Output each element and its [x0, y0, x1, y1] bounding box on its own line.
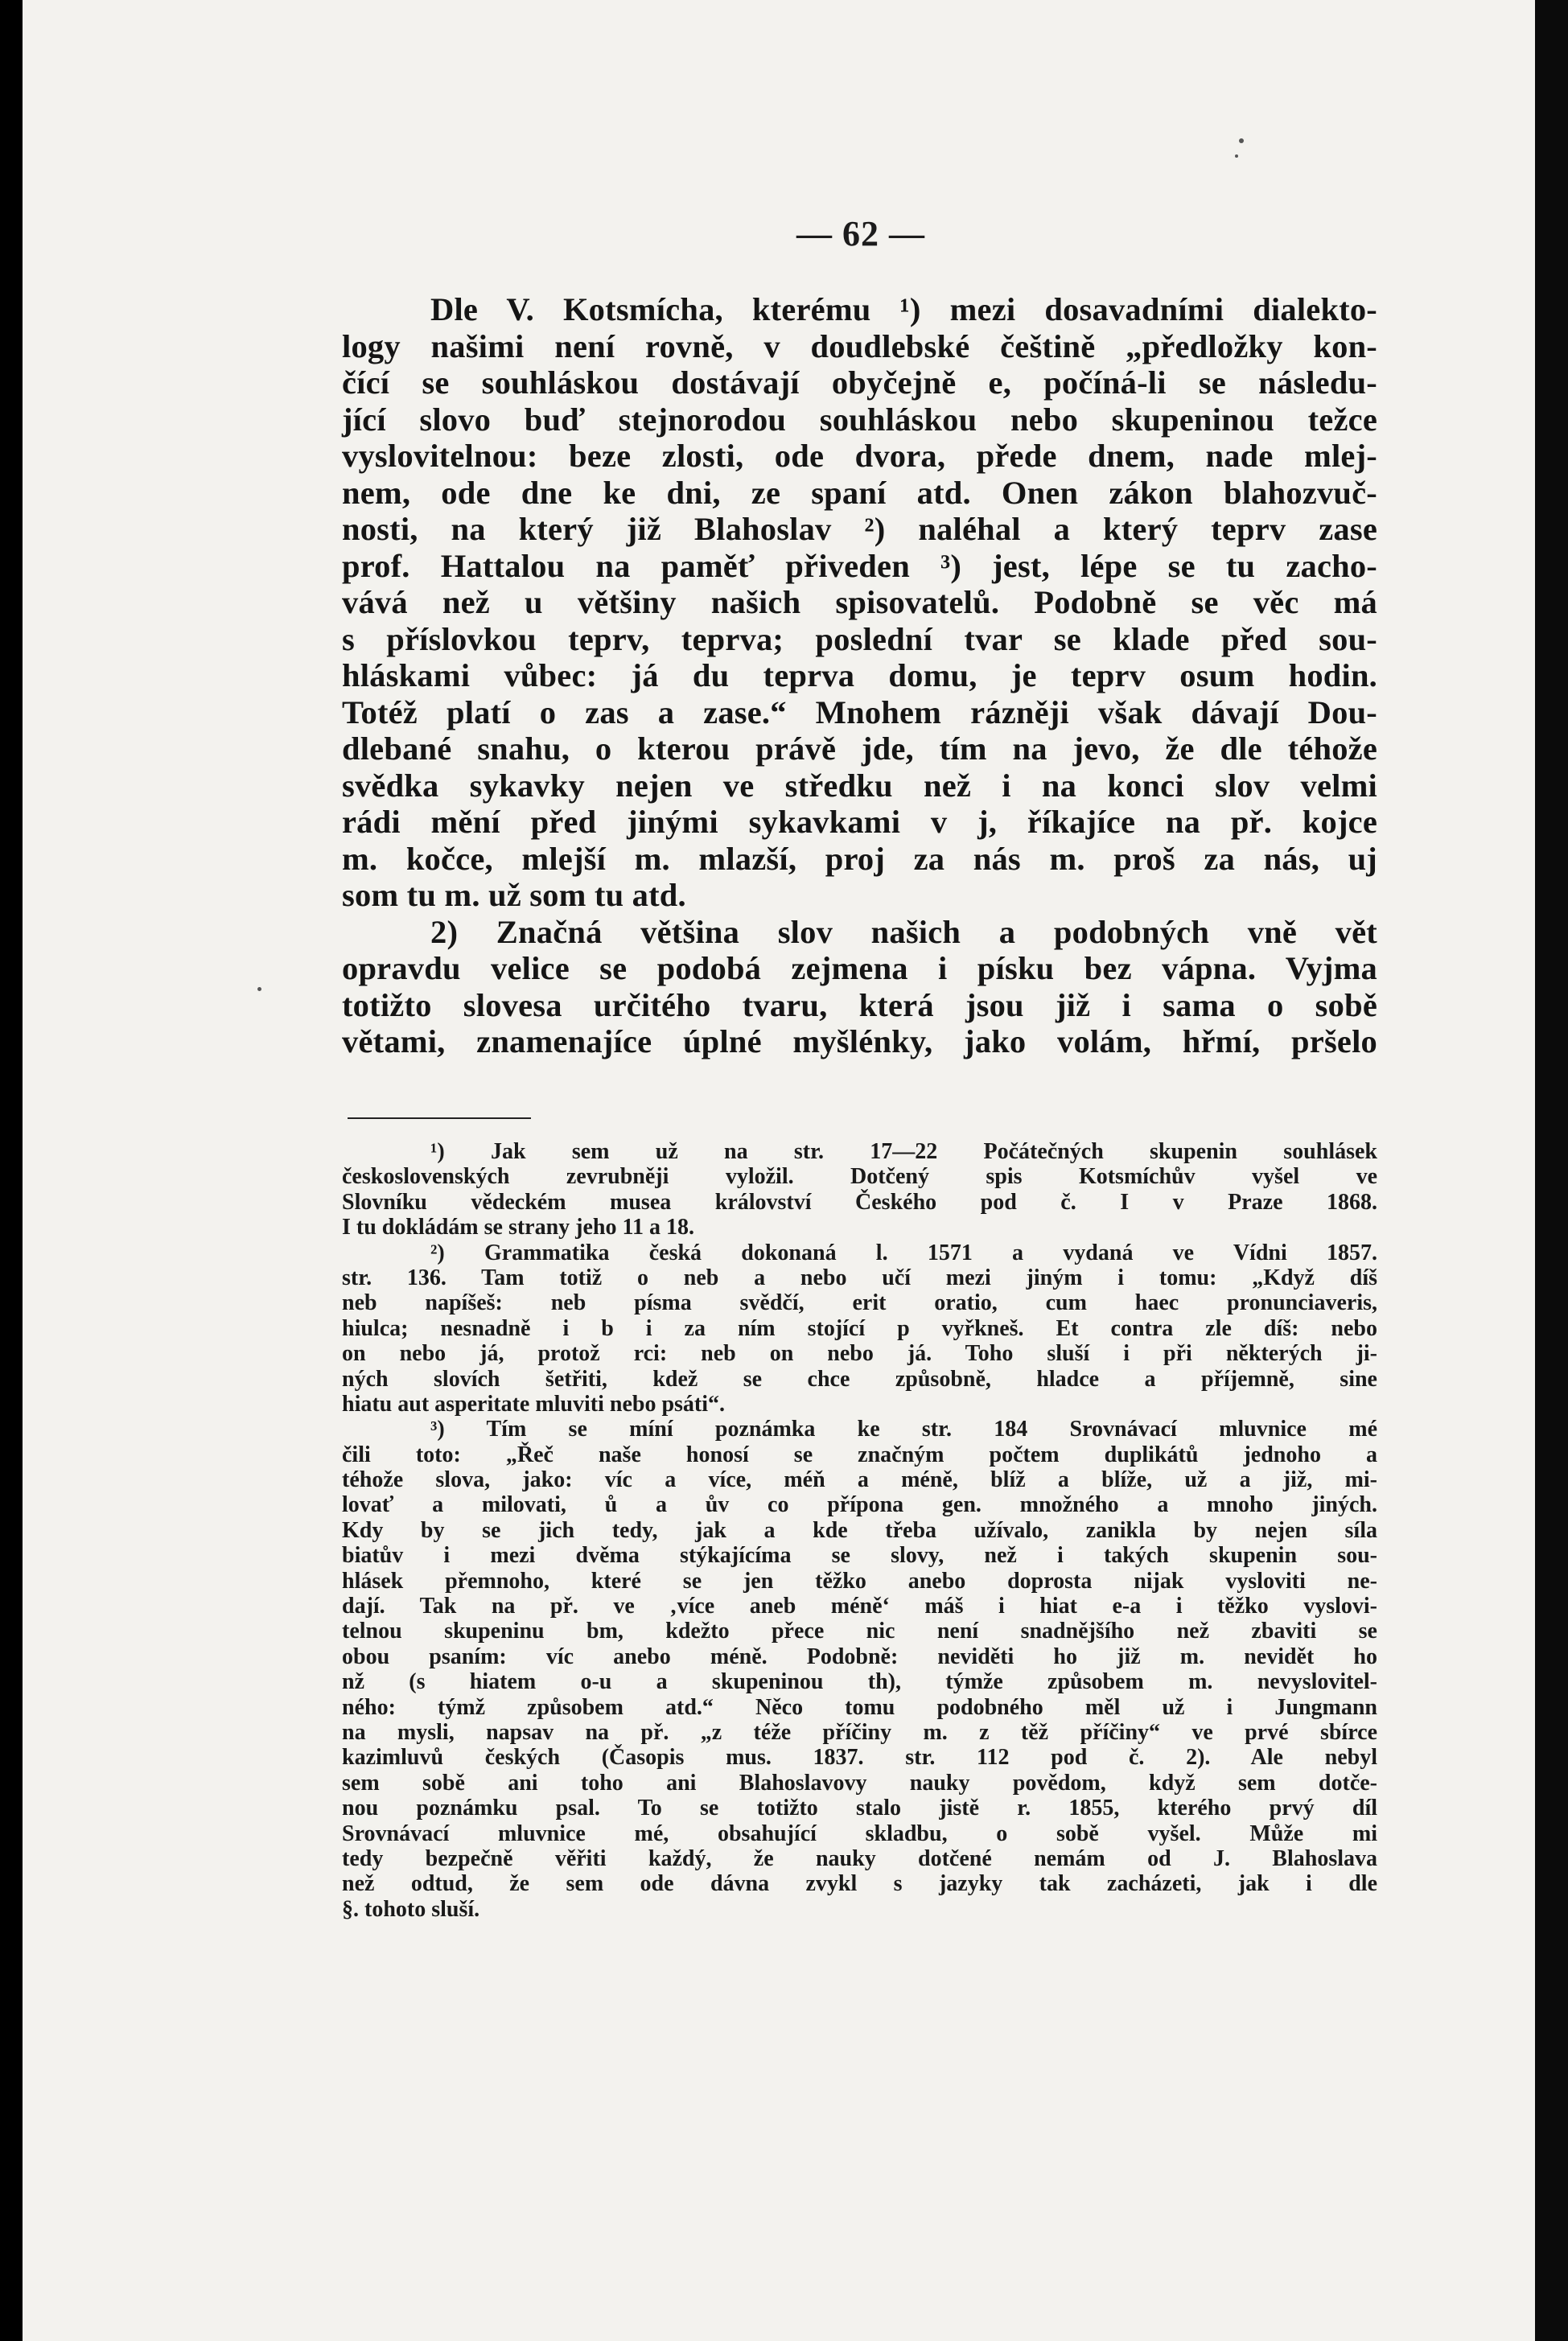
- body-line: Dle V. Kotsmícha, kterému ¹) mezi dosavadními dialekto-: [430, 291, 1377, 327]
- footnote-separator: [348, 1117, 531, 1119]
- footnote-line: Srovnávací mluvnice mé, obsahující skladbu, o sobě vyšel. Může mi: [342, 1821, 1377, 1846]
- footnote-line: obou psaním: víc anebo méně. Podobně: neviděti ho již m. nevidět ho: [342, 1644, 1377, 1669]
- footnote-line: on nebo já, protož rci: neb on nebo já. Toho sluší i při některých ji-: [342, 1341, 1377, 1367]
- body-line: dlebané snahu, o kterou právě jde, tím na jevo, že dle téhože: [342, 730, 1377, 767]
- body-line: nem, ode dne ke dni, ze spaní atd. Onen zákon blahozvuč-: [342, 474, 1377, 511]
- body-line: rádi mění před jinými sykavkami v j, říkajíce na př. kojce: [342, 804, 1377, 840]
- footnote-line: téhože slova, jako: víc a více, méň a méně, blíž a blíže, už a již, mi-: [342, 1467, 1377, 1493]
- footnote-line: Slovníku vědeckém musea království Českého pod č. I v Praze 1868.: [342, 1189, 1377, 1215]
- footnote-line: str. 136. Tam totiž o neb a nebo učí mezi jiným i tomu: „Když díš: [342, 1265, 1377, 1290]
- footnote-line: hiatu aut asperitate mluviti nebo psáti“.: [342, 1391, 726, 1417]
- body-line: totižto slovesa určitého tvaru, která jsou již i sama o sobě: [342, 986, 1377, 1023]
- footnote-line: ²) Grammatika česká dokonaná l. 1571 a vydaná ve Vídni 1857.: [430, 1240, 1377, 1265]
- scan-speck: [1239, 138, 1244, 143]
- body-line: větami, znamenajíce úplné myšlénky, jako volám, hřmí, pršelo: [342, 1023, 1377, 1059]
- footnote-line: na mysli, napsav na př. „z téže příčiny m. z těž příčiny“ ve prvé sbírce: [342, 1719, 1377, 1745]
- footnote-line: hiulca; nesnadně i b i za ním stojící p vyřkneš. Et contra zle díš: nebo: [342, 1315, 1377, 1341]
- scan-speck: [257, 987, 261, 991]
- body-line: vává než u většiny našich spisovatelů. Podobně se věc má: [342, 584, 1377, 620]
- body-line: som tu m. už som tu atd.: [342, 877, 686, 913]
- footnote-line: I tu dokládám se strany jeho 11 a 18.: [342, 1215, 694, 1240]
- footnote-line: než odtud, že sem ode dávna zvykl s jazyky tak zacházeti, jak i dle: [342, 1871, 1377, 1897]
- footnote-line: telnou skupeninu bm, kdežto přece nic není snadnějšího než zbaviti se: [342, 1619, 1377, 1644]
- footnote-line: sem sobě ani toho ani Blahoslavovy nauky povědom, když sem dotče-: [342, 1770, 1377, 1796]
- body-line: s příslovkou teprv, teprva; poslední tvar se klade před sou-: [342, 620, 1377, 657]
- scan-edge: [1535, 0, 1568, 2341]
- scan-speck: [1235, 154, 1238, 158]
- footnote-line: neb napíšeš: neb písma svědčí, erit oratio, cum haec pronunciaveris,: [342, 1290, 1377, 1316]
- footnote-line: tedy bezpečně věřiti každý, že nauky dotčené nemám od J. Blahoslava: [342, 1845, 1377, 1871]
- body-line: jící slovo buď stejnorodou souhláskou nebo skupeninou težce: [342, 401, 1377, 438]
- footnote-line: nž (s hiatem o-u a skupeninou th), týmže způsobem m. nevyslovitel-: [342, 1669, 1377, 1695]
- footnote-line: československých zevrubněji vyložil. Dotčený spis Kotsmíchův vyšel ve: [342, 1164, 1377, 1190]
- page-number: — 62 —: [796, 214, 925, 253]
- footnote-line: hlásek přemnoho, které se jen těžko anebo doprosta nijak vysloviti ne-: [342, 1568, 1377, 1594]
- body-line: nosti, na který již Blahoslav ²) naléhal a který teprv zase: [342, 511, 1377, 547]
- body-line: svědka sykavky nejen ve středku než i na konci slov velmi: [342, 767, 1377, 804]
- body-line: čící se souhláskou dostávají obyčejně e, počíná-li se následu-: [342, 364, 1377, 401]
- footnote-line: kazimluvů českých (Časopis mus. 1837. str. 112 pod č. 2). Ale nebyl: [342, 1745, 1377, 1771]
- body-line: hláskami vůbec: já du teprva domu, je teprv osum hodin.: [342, 657, 1377, 693]
- footnote-line: ných slovích šetřiti, kdež se chce způsobně, hladce a příjemně, sine: [342, 1366, 1377, 1392]
- footnote-line: ¹) Jak sem už na str. 17—22 Počátečných skupenin souhlásek: [430, 1139, 1377, 1164]
- footnote-line: lovať a milovati, ů a ův co přípona gen. množného a mnoho jiných.: [342, 1492, 1377, 1518]
- footnote-line: nou poznámku psal. To se totižto stalo jistě r. 1855, kterého prvý díl: [342, 1796, 1377, 1821]
- main-text: [342, 291, 1377, 1060]
- body-line: logy našimi není rovně, v doudlebské češtině „předložky kon-: [342, 327, 1377, 364]
- footnote-line: ³) Tím se míní poznámka ke str. 184 Srovnávací mluvnice mé: [430, 1417, 1377, 1442]
- footnote-line: Kdy by se jich tedy, jak a kde třeba užívalo, zanikla by nejen síla: [342, 1517, 1377, 1543]
- body-line: prof. Hattalou na paměť přiveden ³) jest, lépe se tu zacho-: [342, 547, 1377, 584]
- body-line: Totéž platí o zas a zase.“ Mnohem rázněji však dávají Dou-: [342, 693, 1377, 730]
- footnotes: [342, 1139, 1377, 1922]
- footnote-line: §. tohoto sluší.: [342, 1896, 480, 1922]
- footnote-line: biatův i mezi dvěma stýkajícíma se slovy, než i takých skupenin sou-: [342, 1543, 1377, 1569]
- body-line: 2) Značná většina slov našich a podobných vně vět: [430, 913, 1377, 950]
- body-line: vyslovitelnou: beze zlosti, ode dvora, přede dnem, nade mlej-: [342, 438, 1377, 474]
- body-line: m. kočce, mlejší m. mlazší, proj za nás m. proš za nás, uj: [342, 840, 1377, 877]
- footnote-line: dají. Tak na př. ve ‚více aneb méně‘ máš i hiat e-a i těžko vyslovi-: [342, 1594, 1377, 1619]
- footnote-line: ného: týmž způsobem atd.“ Něco tomu podobného měl už i Jungmann: [342, 1694, 1377, 1720]
- footnote-line: čili toto: „Řeč naše honosí se značným počtem duplikátů jednoho a: [342, 1442, 1377, 1467]
- body-line: opravdu velice se podobá zejmena i písku bez vápna. Vyjma: [342, 950, 1377, 986]
